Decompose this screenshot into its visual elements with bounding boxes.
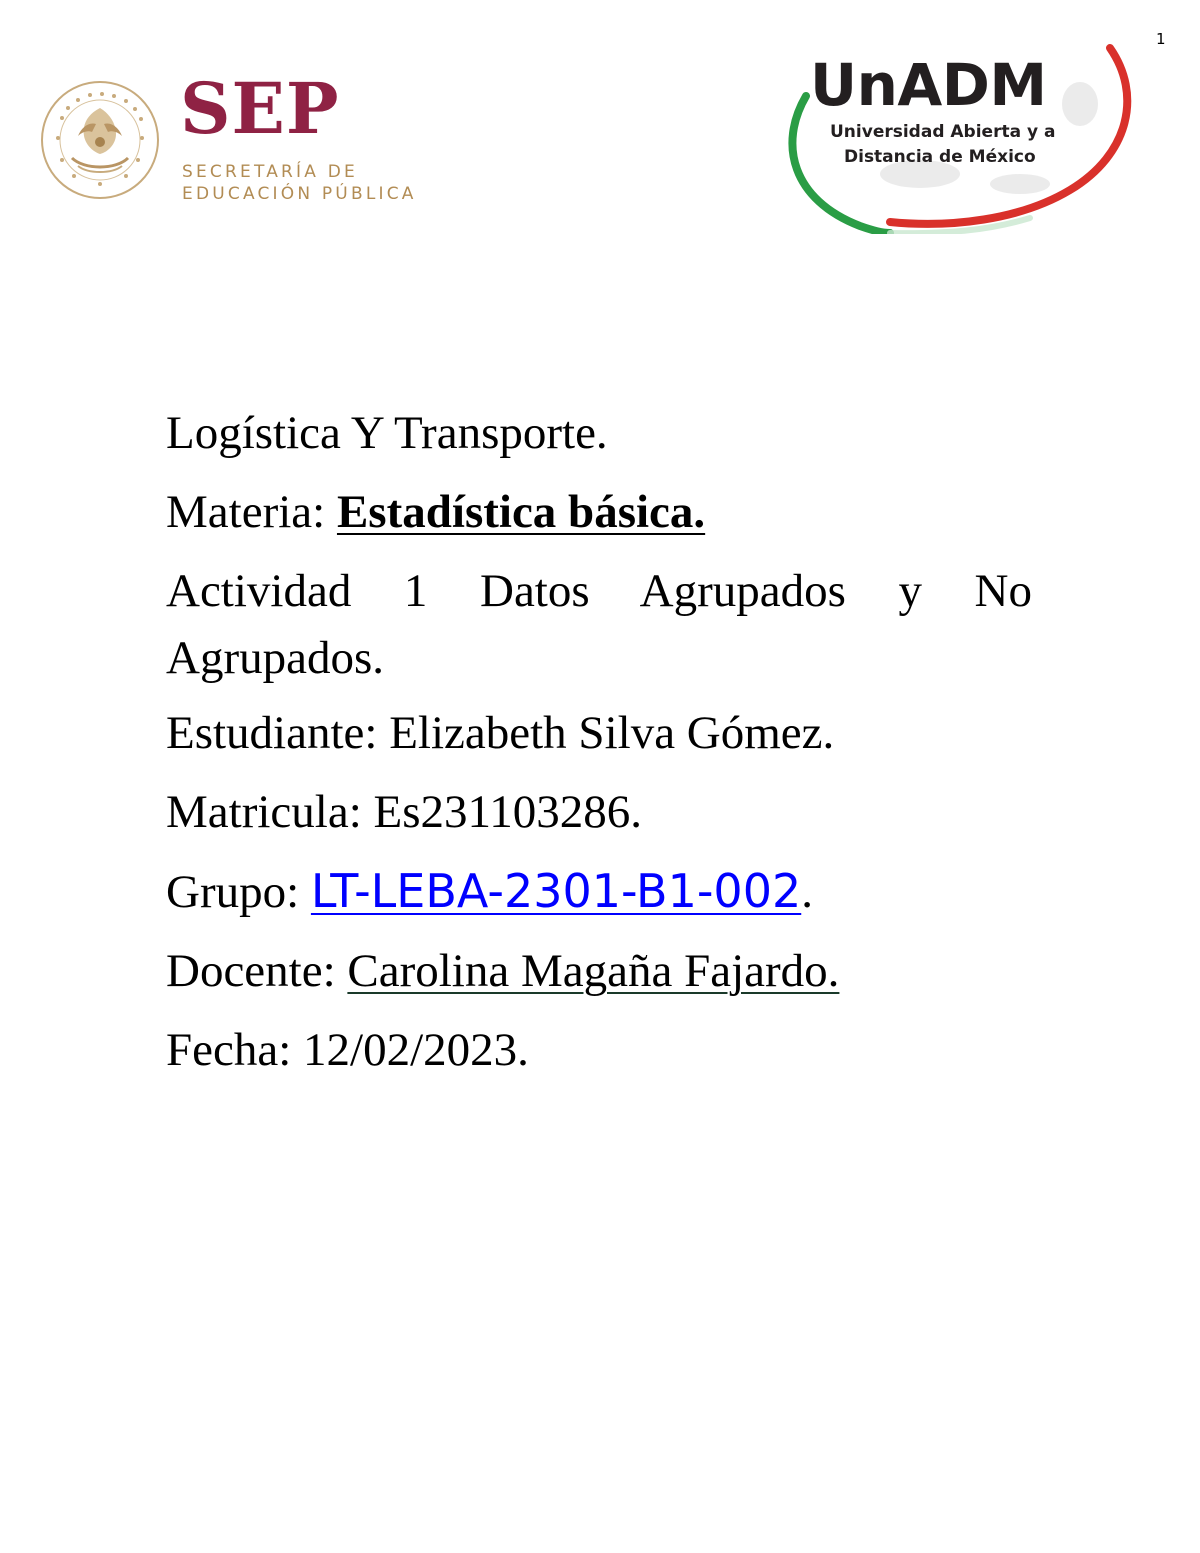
date-value: 12/02/2023. [303, 1024, 529, 1076]
unadm-subtitle-line-1: Universidad Abierta y a [830, 122, 1056, 142]
teacher-line [166, 945, 1032, 997]
date-label: Fecha: [166, 1024, 304, 1076]
enrollment-line [166, 786, 1032, 838]
sep-subtitle-line-1: SECRETARÍA DE [182, 162, 358, 182]
subject-label: Materia: [166, 486, 337, 538]
group-label: Grupo: [166, 866, 311, 918]
group-suffix: . [801, 866, 813, 918]
sep-logo [38, 67, 438, 204]
unadm-logo [770, 34, 1136, 234]
date-line [166, 1024, 1032, 1076]
student-line [166, 707, 1032, 759]
subject-value: Estadística básica. [336, 486, 706, 538]
group-line [166, 864, 1032, 918]
student-label: Estudiante: [166, 707, 390, 759]
career-line: Logística Y Transporte. [166, 407, 608, 459]
group-link[interactable]: LT-LEBA-2301-B1-002 [310, 864, 802, 918]
sep-acronym: SEP [180, 67, 340, 150]
teacher-value: Carolina Magaña Fajardo. [347, 945, 840, 997]
page-number: 1 [1156, 30, 1166, 48]
student-value: Elizabeth Silva Gómez. [389, 707, 835, 759]
teacher-label: Docente: [166, 945, 348, 997]
unadm-subtitle-line-2: Distancia de México [844, 147, 1036, 167]
activity-line: Actividad 1 Datos Agrupados y No Agrupados. [166, 565, 1032, 684]
sep-subtitle-line-2: EDUCACIÓN PÚBLICA [182, 184, 417, 204]
subject-line [166, 486, 1032, 538]
cover-content [166, 407, 1032, 1106]
unadm-title: UnADM [810, 51, 1047, 119]
mexican-seal-icon [38, 78, 162, 202]
enrollment-label: Matricula: [166, 786, 374, 838]
enrollment-value: Es231103286. [373, 786, 643, 838]
